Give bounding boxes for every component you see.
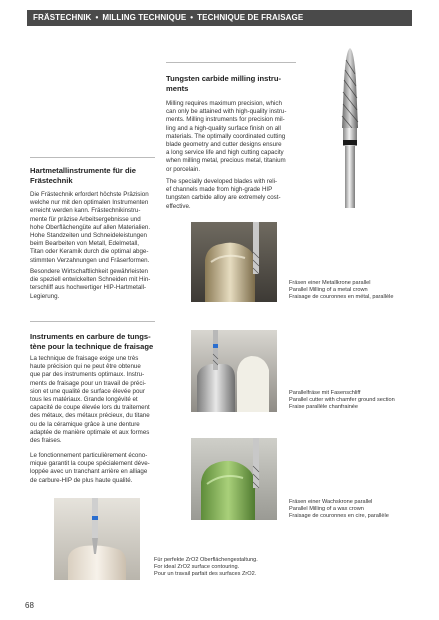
text-line: Hohe Standzeiten und Schneideleistungen xyxy=(30,232,147,240)
de-title-line2: Frästechnik xyxy=(30,176,73,185)
text-line: ef channels made from high-grade HIP xyxy=(166,186,273,194)
text-line: welche nur mit den optimalen Instrumenten xyxy=(30,199,149,207)
text-line: tungsten carbide alloy are extremely cost- xyxy=(166,194,281,202)
fr-paragraph-1 xyxy=(30,355,158,445)
fr-title xyxy=(30,332,153,352)
en-paragraph-2 xyxy=(166,178,294,211)
de-paragraph-1 xyxy=(30,191,158,265)
en-title xyxy=(166,74,281,94)
text-line: erreicht werden kann. Frästechnikinstru- xyxy=(30,207,141,215)
caption-metal-crown xyxy=(289,280,393,302)
text-line: adaptée de manière optimale et aux formes xyxy=(30,428,150,436)
text-line: tous les matériaux. Grande longévité et xyxy=(30,396,138,404)
fr-title-line2: tène pour la technique de fraisage xyxy=(30,342,154,351)
text-line: Titan oder Keramik durch die optimal abge- xyxy=(30,248,149,256)
text-line: or porcelain. xyxy=(166,165,201,173)
de-paragraph-2 xyxy=(30,268,158,301)
text-line: Besondere Wirtschaftlichkeit gewährleisten xyxy=(30,268,148,275)
text-line: des fraises. xyxy=(30,437,62,445)
caption-line: Fraisage de couronnes en cire, parallèle xyxy=(289,513,389,520)
en-paragraph-1 xyxy=(166,100,294,174)
carbide-bur-image xyxy=(320,40,380,215)
caption-line: Fräsen einer Metallkrone parallel xyxy=(289,280,371,286)
de-title xyxy=(30,166,136,186)
text-line: when milling metal, precious metal, titanium xyxy=(166,157,286,165)
caption-line: Fraisage de couronnes en métal, parallèle xyxy=(289,294,394,301)
text-line: terschliff aus hochwertiger HIP-Hartmetall- xyxy=(30,284,147,292)
wax-crown-photo xyxy=(191,438,277,520)
caption-line: Parallel Milling of a wax crown xyxy=(289,506,364,513)
text-line: a long service life and high cutting capacity xyxy=(166,149,284,157)
text-line: mique garantit la coupe spécialement déve- xyxy=(30,460,150,468)
text-line: ling and a high-quality surface finish on all xyxy=(166,124,281,132)
text-line: can only be attained with high-quality instru- xyxy=(166,108,287,116)
text-line: que par des instruments optimaux. Instru- xyxy=(30,371,145,379)
metal-crown-photo xyxy=(191,222,277,302)
fr-title-line1: Instruments en carbure de tungs- xyxy=(30,332,151,341)
text-line: materials. The optimally coordinated cutting xyxy=(166,132,286,140)
text-line: La technique de fraisage exige une très xyxy=(30,355,139,362)
text-line: effective. xyxy=(166,202,191,210)
caption-line: For ideal ZrO2 surface contouring. xyxy=(154,564,240,571)
page-number: 68 xyxy=(25,601,34,610)
text-line: mente für präzise Arbeitsergebnisse und xyxy=(30,215,141,223)
zro2-photo xyxy=(54,498,140,580)
text-line: haute précision qui ne peut être obtenue xyxy=(30,363,141,371)
header-separator: • xyxy=(95,13,99,22)
caption-chamfer xyxy=(289,390,395,412)
header-separator: • xyxy=(190,13,194,22)
text-line: Milling requires maximum precision, which xyxy=(166,100,282,107)
text-line: sion et une qualité de surface élevée pour xyxy=(30,387,145,395)
caption-line: Parallelfräse mit Fasenschliff xyxy=(289,390,361,396)
page-header xyxy=(27,10,412,26)
text-line: Legierung. xyxy=(30,292,60,300)
text-line: beim Bearbeiten von Metall, Edelmetall, xyxy=(30,240,140,248)
text-line: Le fonctionnement particulièrement écono- xyxy=(30,452,148,459)
text-line: The specially developed blades with reli- xyxy=(166,178,278,185)
header-en: MILLING TECHNIQUE xyxy=(102,13,187,22)
caption-line: Pour un travail parfait des surfaces ZrO2. xyxy=(154,571,257,578)
text-line: loppée avec un tranchant arrière en alliage xyxy=(30,468,148,476)
en-title-line2: ments xyxy=(166,84,189,93)
header-fr: TECHNIQUE DE FRAISAGE xyxy=(197,13,304,22)
caption-line: Fräsen einer Wachskrone parallel xyxy=(289,499,373,505)
text-line: die speziell entwickelten Schneiden mit Hin- xyxy=(30,276,151,284)
header-de: FRÄSTECHNIK xyxy=(33,13,92,22)
text-line: de carbure-HIP de plus haute qualité. xyxy=(30,476,133,484)
text-line: Die Frästechnik erfordert höchste Präzision xyxy=(30,191,149,198)
divider xyxy=(166,62,296,63)
caption-line: Parallel Milling of a metal crown xyxy=(289,287,368,294)
text-line: ou de la céramique grâce à une denture xyxy=(30,420,140,428)
text-line: blade geometry and cutter designs ensure xyxy=(166,141,282,149)
divider xyxy=(30,157,155,158)
caption-line: Für perfekte ZrO2 Oberflächengestaltung. xyxy=(154,557,258,563)
caption-line: Parallel cutter with chamfer ground section xyxy=(289,397,395,404)
text-line: ments. Milling instruments for precision mil- xyxy=(166,116,285,124)
divider xyxy=(30,321,155,322)
de-title-line1: Hartmetallinstrumente für die xyxy=(30,166,136,175)
en-title-line1: Tungsten carbide milling instru- xyxy=(166,74,282,83)
caption-zro2 xyxy=(154,557,258,579)
text-line: des métaux, des métaux précieux, du titane xyxy=(30,412,150,420)
caption-line: Fraise parallèle chanfrainée xyxy=(289,404,359,411)
text-line: stimmten Verzahnungen und Fräserformen. xyxy=(30,256,150,264)
text-line: ments de fraisage pour un travail de préci- xyxy=(30,379,146,387)
fr-paragraph-2 xyxy=(30,452,158,485)
chamfer-cutter-photo xyxy=(191,330,277,412)
text-line: hohe Oberflächengüte auf allen Materialien. xyxy=(30,223,151,231)
caption-wax-crown xyxy=(289,499,389,521)
text-line: capacité de coupe élevée lors du traitement xyxy=(30,404,150,412)
